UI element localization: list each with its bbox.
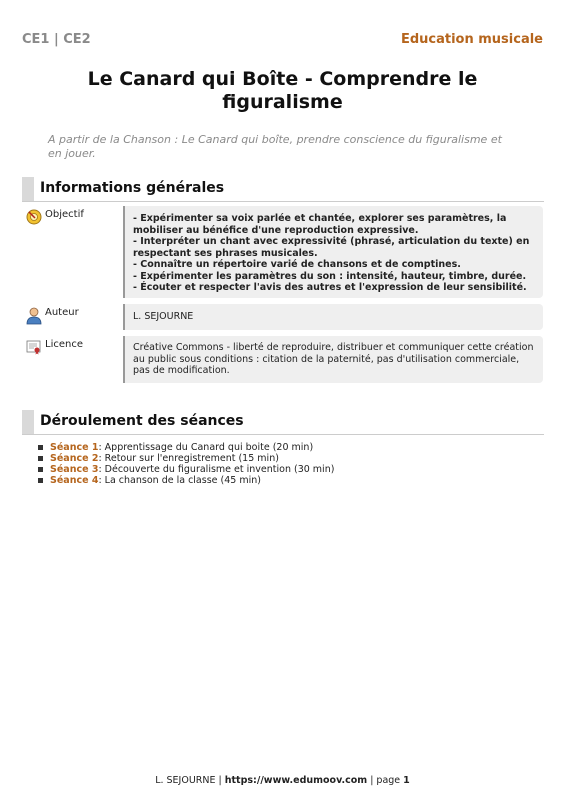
licence-label-row (26, 339, 83, 355)
user-icon (26, 307, 42, 323)
objectif-line: - Expérimenter sa voix parlée et chantée, explorer ses paramètres, la mobiliser au bénéfice d'une reproduction expressive. (133, 213, 507, 236)
seances-list (38, 442, 334, 486)
bullet-icon (38, 467, 43, 472)
list-item (38, 442, 334, 453)
section-bar (22, 410, 34, 434)
auteur-box (123, 304, 543, 330)
seance-desc: : La chanson de la classe (45 min) (98, 475, 261, 486)
footer-page-prefix: | page (367, 775, 404, 786)
seance-desc: : Retour sur l'enregistrement (15 min) (98, 453, 279, 464)
seance-link[interactable]: Séance 2 (50, 453, 99, 464)
licence-label: Licence (45, 339, 83, 350)
section-info-header (22, 177, 544, 202)
page-title: Le Canard qui Boîte - Comprendre le figuralisme (87, 68, 478, 113)
footer-author: L. SEJOURNE | (155, 775, 225, 786)
objectif-line: - Connaître un répertoire varié de chansons et de comptines. (133, 259, 461, 270)
footer-url[interactable]: https://www.edumoov.com (224, 775, 368, 786)
certificate-icon (26, 339, 42, 355)
seance-desc: : Apprentissage du Canard qui boite (20 min) (98, 442, 314, 453)
seance-desc: : Découverte du figuralisme et invention (30 min) (98, 464, 335, 475)
section-seances-header (22, 410, 544, 435)
list-item (38, 475, 334, 486)
section-info-title: Informations générales (40, 180, 225, 196)
seance-link[interactable]: Séance 4 (50, 475, 99, 486)
footer-page-number: 1 (403, 775, 410, 786)
auteur-label: Auteur (45, 307, 79, 318)
objectif-label: Objectif (45, 209, 84, 220)
objectif-label-row (26, 209, 84, 225)
subject-label: Education musicale (400, 32, 543, 47)
bullet-icon (38, 478, 43, 483)
page-footer (0, 775, 565, 786)
list-item (38, 453, 334, 464)
objectif-line: - Interpréter un chant avec expressivité (phrasé, articulation du texte) en respectant ses phrases musicales. (133, 236, 530, 259)
seance-link[interactable]: Séance 3 (50, 464, 99, 475)
licence-value: Créative Commons - liberté de reproduire, distribuer et communiquer cette création au public sous conditions : citation de la paternité, pas d'utilisation commerciale, pas de modification. (133, 342, 534, 376)
section-seances-title: Déroulement des séances (40, 413, 244, 429)
bullet-icon (38, 445, 43, 450)
objectif-box (123, 206, 543, 298)
licence-box (123, 336, 543, 383)
seance-link[interactable]: Séance 1 (50, 442, 99, 453)
bullet-icon (38, 456, 43, 461)
page-subtitle: A partir de la Chanson : Le Canard qui boîte, prendre conscience du figuralisme et en jouer. (48, 133, 502, 160)
objectif-line: - Expérimenter les paramètres du son : intensité, hauteur, timbre, durée. (133, 270, 527, 282)
objectif-line: - Écouter et respecter l'avis des autres et l'expression de leur sensibilité. (133, 282, 527, 293)
class-level: CE1 | CE2 (22, 32, 91, 47)
list-item (38, 464, 334, 475)
section-bar (22, 177, 34, 201)
target-icon (26, 209, 42, 225)
auteur-label-row (26, 307, 79, 323)
auteur-value: L. SEJOURNE (133, 311, 194, 322)
